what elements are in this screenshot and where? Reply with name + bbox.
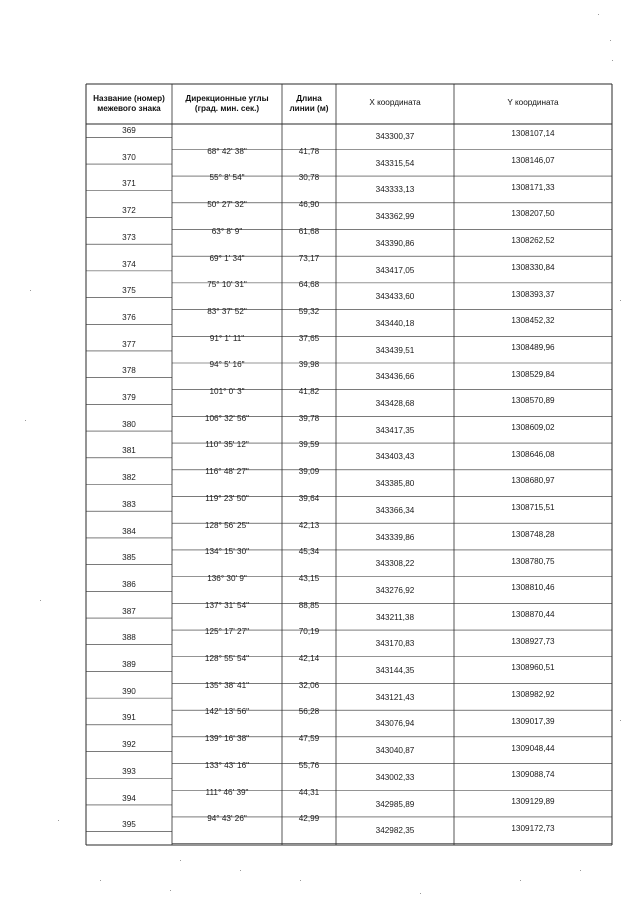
line-length: 64,68 <box>298 280 320 290</box>
y-coordinate: 1308680,97 <box>511 476 555 486</box>
y-coordinate: 1308330,84 <box>511 262 555 272</box>
scan-speck <box>520 880 521 881</box>
y-coordinate: 1308452,32 <box>511 316 555 326</box>
line-length: 70,19 <box>298 627 320 637</box>
x-coordinate: 343076,94 <box>375 719 415 729</box>
x-coordinate: 343366,34 <box>375 505 415 515</box>
y-coordinate: 1308107,14 <box>511 129 555 139</box>
line-length: 43,15 <box>298 573 320 583</box>
x-coordinate: 343315,54 <box>375 158 415 168</box>
direction-angle: 68° 42' 38" <box>207 146 247 156</box>
line-length: 41,82 <box>298 387 320 397</box>
direction-angle: 111° 46' 39" <box>205 787 249 797</box>
direction-angle: 133° 43' 16" <box>204 760 250 770</box>
line-length: 39,78 <box>298 413 320 423</box>
y-coordinate: 1308748,28 <box>511 529 555 539</box>
scan-speck <box>58 820 59 821</box>
point-name: 388 <box>122 633 136 643</box>
header-length <box>282 94 336 114</box>
y-coordinate: 1308780,75 <box>511 556 555 566</box>
x-coordinate: 343385,80 <box>375 479 415 489</box>
line-length: 59,32 <box>298 306 320 316</box>
x-coordinate: 343333,13 <box>375 185 415 195</box>
x-coordinate: 343362,99 <box>375 212 415 222</box>
point-name: 380 <box>122 419 136 429</box>
point-name: 384 <box>122 526 136 536</box>
y-coordinate: 1308570,89 <box>511 396 555 406</box>
scan-speck <box>30 290 31 291</box>
x-coordinate: 343170,83 <box>375 639 415 649</box>
point-name: 391 <box>122 713 136 723</box>
direction-angle: 139° 16' 38" <box>204 734 250 744</box>
scan-speck <box>25 420 26 421</box>
point-name: 379 <box>122 393 136 403</box>
scan-speck <box>180 860 181 861</box>
x-coordinate: 343428,68 <box>375 399 415 409</box>
y-coordinate: 1308609,02 <box>511 423 555 433</box>
point-name: 393 <box>122 766 136 776</box>
x-coordinate: 343308,22 <box>375 559 415 569</box>
x-coordinate: 343040,87 <box>375 746 415 756</box>
x-coordinate: 343440,18 <box>375 318 415 328</box>
header-x: X координата <box>369 98 421 107</box>
line-length: 39,59 <box>298 440 320 450</box>
scan-speck <box>580 870 581 871</box>
direction-angle: 142° 13' 56" <box>204 707 250 717</box>
point-name: 369 <box>122 126 136 135</box>
header-angle <box>172 94 282 114</box>
point-name: 386 <box>122 579 136 589</box>
x-coordinate: 343439,51 <box>375 345 415 355</box>
direction-angle: 125° 17' 27" <box>204 627 250 637</box>
line-length: 39,64 <box>298 493 320 503</box>
y-coordinate: 1309048,44 <box>511 743 555 753</box>
point-name: 389 <box>122 660 136 670</box>
x-coordinate: 343403,43 <box>375 452 415 462</box>
y-coordinate: 1309088,74 <box>511 770 555 780</box>
direction-angle: 91° 1' 11" <box>209 333 245 343</box>
point-name: 377 <box>122 339 136 349</box>
direction-angle: 101° 0' 3" <box>209 387 245 397</box>
line-length: 88,85 <box>298 600 320 610</box>
scan-speck <box>620 300 621 301</box>
point-name: 395 <box>122 820 136 830</box>
point-name: 381 <box>122 446 136 456</box>
direction-angle: 136° 30' 9" <box>207 573 247 583</box>
x-coordinate: 342982,35 <box>375 826 415 836</box>
y-coordinate: 1308146,07 <box>511 156 555 166</box>
line-length: 41,78 <box>298 146 320 156</box>
direction-angle: 50° 27' 32" <box>207 200 247 210</box>
x-coordinate: 343433,60 <box>375 292 415 302</box>
x-coordinate: 343211,38 <box>375 612 415 622</box>
x-coordinate: 343300,37 <box>375 132 415 141</box>
header-angle-line-1: Дирекционные углы <box>185 94 269 103</box>
point-name: 385 <box>122 553 136 563</box>
y-coordinate: 1309017,39 <box>511 716 555 726</box>
line-length: 73,17 <box>298 253 320 263</box>
line-length: 42,99 <box>298 814 320 824</box>
y-coordinate: 1309129,89 <box>511 796 555 806</box>
direction-angle: 110° 35' 12" <box>205 440 249 450</box>
direction-angle: 63° 8' 9" <box>211 226 243 236</box>
scan-speck <box>300 880 301 881</box>
x-coordinate: 343339,86 <box>375 532 415 542</box>
point-name: 382 <box>122 473 136 483</box>
line-length: 61,68 <box>298 226 320 236</box>
scan-speck <box>240 870 241 871</box>
point-name: 373 <box>122 232 136 242</box>
line-length: 42,14 <box>298 654 320 664</box>
point-name: 387 <box>122 606 136 616</box>
x-coordinate: 342985,89 <box>375 799 415 809</box>
scan-speck <box>620 720 621 721</box>
table-grid <box>86 84 612 845</box>
scan-speck <box>100 880 101 881</box>
direction-angle: 94° 5' 16" <box>209 360 245 370</box>
y-coordinate: 1308393,37 <box>511 289 555 299</box>
line-length: 46,90 <box>298 200 320 210</box>
line-length: 39,98 <box>298 360 320 370</box>
header-length-line-2: линии (м) <box>289 104 329 113</box>
point-name: 378 <box>122 366 136 376</box>
scan-speck <box>610 40 611 41</box>
header-name-line-2: межевого знака <box>97 104 161 113</box>
x-coordinate: 343390,86 <box>375 238 415 248</box>
scan-speck <box>420 893 421 894</box>
point-name: 390 <box>122 686 136 696</box>
point-name: 383 <box>122 499 136 509</box>
y-coordinate: 1308927,73 <box>511 636 555 646</box>
x-coordinate: 343144,35 <box>375 666 415 676</box>
direction-angle: 75° 10' 31" <box>207 280 247 290</box>
y-coordinate: 1308646,08 <box>511 449 555 459</box>
scan-speck <box>170 890 171 891</box>
y-coordinate: 1308982,92 <box>511 690 555 700</box>
x-coordinate: 343276,92 <box>375 585 415 595</box>
point-name: 394 <box>122 793 136 803</box>
header-name <box>86 94 172 114</box>
y-coordinate: 1308870,44 <box>511 610 555 619</box>
x-coordinate: 343417,35 <box>375 425 415 435</box>
boundary-coordinates-table <box>86 84 612 845</box>
line-length: 47,59 <box>298 734 320 744</box>
y-coordinate: 1308489,96 <box>511 342 555 352</box>
direction-angle: 128° 55' 54" <box>204 654 250 664</box>
direction-angle: 94° 43' 26" <box>207 814 247 824</box>
x-coordinate: 343002,33 <box>375 772 415 782</box>
x-coordinate: 343417,05 <box>375 265 415 275</box>
direction-angle: 83° 37' 52" <box>207 306 247 316</box>
line-length: 39,09 <box>298 467 320 477</box>
header-y: Y координата <box>507 98 559 107</box>
direction-angle: 69° 1' 34" <box>209 253 245 263</box>
header-name-line-1: Название (номер) <box>93 94 165 103</box>
point-name: 371 <box>122 179 136 189</box>
y-coordinate: 1309172,73 <box>511 823 555 833</box>
direction-angle: 134° 15' 30" <box>204 547 250 557</box>
scan-speck <box>40 600 41 601</box>
line-length: 42,13 <box>298 520 320 530</box>
point-name: 392 <box>122 740 136 750</box>
line-length: 32,06 <box>298 680 320 690</box>
point-name: 372 <box>122 206 136 216</box>
y-coordinate: 1308262,52 <box>511 236 555 246</box>
header-angle-line-2: (град. мин. сек.) <box>194 104 260 113</box>
y-coordinate: 1308960,51 <box>511 663 555 673</box>
scan-speck <box>612 60 613 61</box>
line-length: 30,78 <box>298 173 320 183</box>
line-length: 44,31 <box>298 787 320 797</box>
line-length: 55,76 <box>298 760 320 770</box>
point-name: 375 <box>122 286 136 296</box>
y-coordinate: 1308529,84 <box>511 369 555 379</box>
y-coordinate: 1308207,50 <box>511 209 555 219</box>
line-length: 56,28 <box>298 707 320 717</box>
direction-angle: 128° 56' 25" <box>204 520 250 530</box>
x-coordinate: 343436,66 <box>375 372 415 382</box>
direction-angle: 55° 8' 54" <box>209 173 245 183</box>
direction-angle: 106° 32' 56" <box>204 413 250 423</box>
x-coordinate: 343121,43 <box>375 692 415 702</box>
line-length: 45,34 <box>298 547 320 557</box>
direction-angle: 119° 23' 50" <box>205 493 249 503</box>
header-length-line-1: Длина <box>296 94 322 103</box>
y-coordinate: 1308715,51 <box>511 503 555 513</box>
direction-angle: 137° 31' 54" <box>204 600 250 610</box>
y-coordinate: 1308171,33 <box>511 182 555 192</box>
line-length: 37,65 <box>298 333 320 343</box>
y-coordinate: 1308810,46 <box>511 583 555 593</box>
direction-angle: 135° 38' 41" <box>204 680 250 690</box>
point-name: 370 <box>122 152 136 162</box>
direction-angle: 116° 48' 27" <box>205 467 249 477</box>
scan-speck <box>598 14 599 15</box>
point-name: 376 <box>122 312 136 322</box>
point-name: 374 <box>122 259 136 269</box>
